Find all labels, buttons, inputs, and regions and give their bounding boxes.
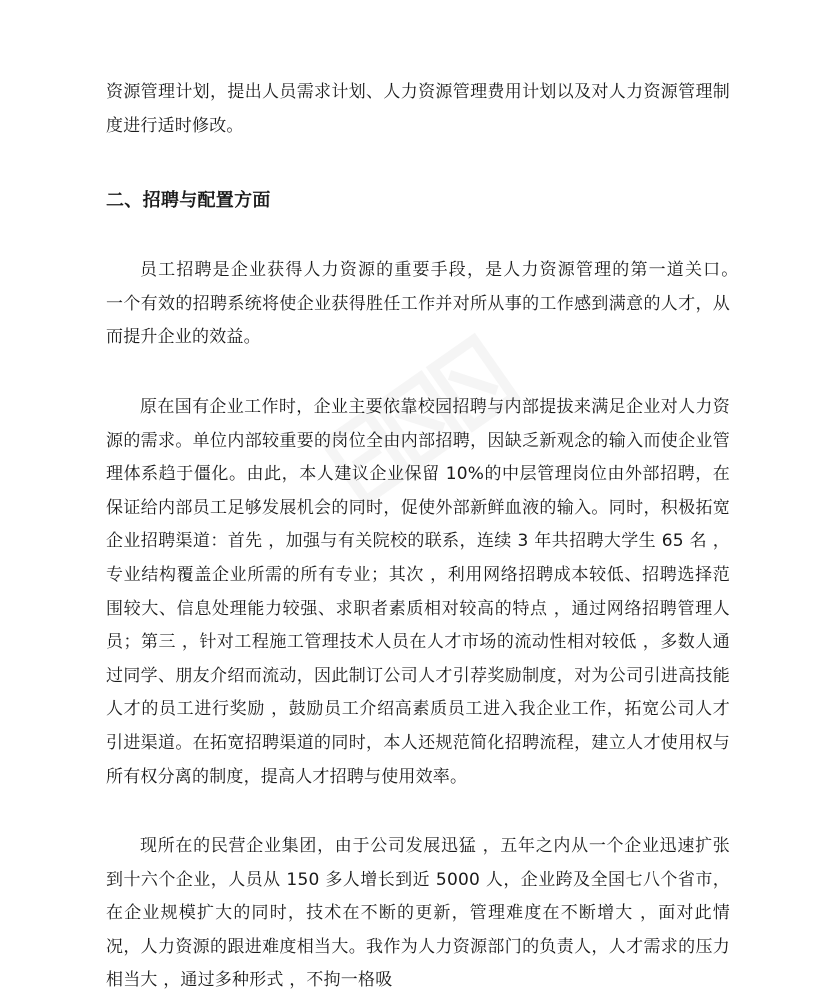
- section-heading: 二、招聘与配置方面: [106, 190, 271, 212]
- document-body: [106, 76, 748, 998]
- paragraph-recruitment-intro: 员工招聘是企业获得人力资源的重要手段，是人力资源管理的第一道关口。 一个有效的招聘系统将使企业获得胜任工作并对所从事的工作感到满意的人才，从而提升企业的效益。: [106, 260, 748, 348]
- continuation-paragraph: 资源管理计划，提出人员需求计划、人力资源管理费用计划以及对人力资源管理制度进行适时修改。: [106, 82, 730, 136]
- paragraph-state-enterprise: 原在国有企业工作时，企业主要依靠校园招聘与内部提拔来满足企业对人力资源的需求。单位内部较重要的岗位全由内部招聘，因缺乏新观念的输入而使企业管理体系趋于僵化。由此，本人建议企业保留 10%的中层管理岗位由外部招聘，在保证给内部员工足够发展机会的同时，促使外部新鲜血液的输入。同时，积极拓宽企业招聘渠道：首先 ，加强与有关院校的联系，连续 3 年共招聘大学生 65 名 ，专业结构覆盖企业所需的所有专业；其次 ，利用网络招聘成本较低、招聘选择范围较大、信息处理能力较强、求职者素质相对较高的特点 ，通过网络招聘管理人员；第三 ，针对工程施工管理技术人员在人才市场的流动性相对较低 ，多数人通过同学、朋友介绍而流动，因此制订公司人才引荐奖励制度，对为公司引进高技能人才的员工进行奖励 ，鼓励员工介绍高素质员工进入我企业工作，拓宽公司人才引进渠道。在拓宽招聘渠道的同时，本人还规范简化招聘流程，建立人才使用权与所有权分离的制度，提高人才招聘与使用效率。: [106, 396, 730, 787]
- paragraph-private-enterprise: 现所在的民营企业集团，由于公司发展迅猛 ，五年之内从一个企业迅速扩张到十六个企业，人员从 150 多人增长到近 5000 人，企业跨及全国七八个省市，在企业规模扩大的同时，技术在不断的更新，管理难度在不断增大 ，面对此情况，人力资源的跟进难度相当大。我作为人力资源部门的负责人，人才需求的压力相当大 ，通过多种形式 ，不拘一格吸: [106, 836, 730, 991]
